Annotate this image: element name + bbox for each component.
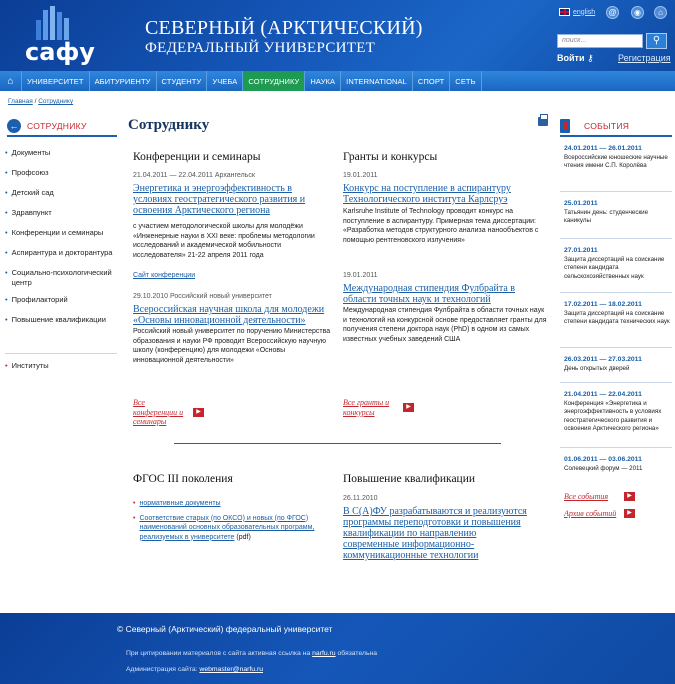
nav-home-icon[interactable]: ⌂ [0,71,22,91]
home-icon[interactable]: ⌂ [654,6,667,19]
arrow-right-icon[interactable]: ▶ [193,408,204,417]
sidebar-item-conferences[interactable]: • Конференции и семинары [5,228,117,237]
section-divider [174,443,501,444]
fgos-docs-link[interactable]: • нормативные документы [139,500,221,507]
arrow-circle-icon: ← [7,119,21,133]
nav-item-science[interactable]: НАУКА [305,71,341,91]
nav-item-student[interactable]: СТУДЕНТУ [157,71,208,91]
event-divider [560,382,672,383]
site-footer [0,613,675,684]
grants-item1-date: 19.01.2011 [343,172,378,179]
grants-item2-text: Международная стипендия Фулбрайта в области точных наук и технологий на конкурсной основе предоставляет гранты для получения степени доктора наук (PhD) в одном из самых известных учебных заведений США [343,307,547,343]
login-link[interactable]: Войти ⚷ [557,53,594,63]
sidebar-item-institutes[interactable]: • Институты [5,361,49,370]
sidebar-item-qualification[interactable]: • Повышение квалификации [5,315,117,324]
nav-item-university[interactable]: УНИВЕРСИТЕТ [22,71,90,91]
university-name-line2: ФЕДЕРАЛЬНЫЙ УНИВЕРСИТЕТ [145,40,376,56]
arrow-right-icon[interactable]: ▶ [624,492,635,501]
language-switch[interactable]: english [559,8,595,16]
webmaster-email-link[interactable]: webmaster@narfu.ru [199,666,263,673]
email-icon[interactable]: @ [606,6,619,19]
arrow-right-icon[interactable]: ▶ [624,509,635,518]
university-name-line1: СЕВЕРНЫЙ (АРКТИЧЕСКИЙ) [145,17,423,39]
nav-item-study[interactable]: УЧЕБА [207,71,243,91]
breadcrumb-home[interactable]: Главная [8,98,33,105]
sidebar-divider [5,353,117,354]
event-item[interactable]: 24.01.2011 — 26.01.2011 Всероссийские юношеские научные чтения имени С.П. Королёва [564,145,668,170]
key-icon: ⚷ [587,53,594,63]
events-header: СОБЫТИЯ [560,117,672,137]
arrow-right-icon[interactable]: ▶ [403,403,414,412]
qual-title[interactable]: В С(А)ФУ разрабатываются и реализуются программы переподготовки и повышения квалификации по направлению современные информационно-коммуникационные технологии [343,506,527,561]
nav-item-employee[interactable]: СОТРУДНИКУ [243,71,305,91]
conf-item2-text: Российский новый университет по поручению Министерства образования и науки РФ проводит Всероссийскую научную школу (конференцию) для молодежи «Основы инновационной деятельности» [133,328,331,364]
safu-logo[interactable] [24,6,96,66]
sidebar-item-documents[interactable]: • Документы [5,148,117,157]
all-grants-link[interactable]: Все гранты и конкурсы [343,398,390,417]
uk-flag-icon [559,8,570,16]
all-conferences-link[interactable]: Все конференции и семинары [133,398,184,426]
event-divider [560,292,672,293]
qualification-heading: Повышение квалификации [343,473,476,485]
event-item[interactable]: 01.06.2011 — 03.06.2011 Солевецкий форум — 2011 [564,456,643,472]
nav-item-applicant[interactable]: АБИТУРИЕНТУ [90,71,157,91]
main-nav [0,71,675,91]
grants-heading: Гранты и конкурсы [343,151,438,163]
event-divider [560,347,672,348]
event-item[interactable]: 26.03.2011 — 27.03.2011 День открытых дверей [564,356,642,372]
grants-item2-title[interactable]: Международная стипендия Фулбрайта в области точных наук и технологий [343,283,515,305]
conf-site-link[interactable]: Сайт конференции [133,272,196,279]
conf-item2-date: 29.10.2010 Российский новый университет [133,293,272,300]
register-link[interactable]: Регистрация [618,53,671,63]
fgos-list [133,499,334,542]
conf-item1-date: 21.04.2011 — 22.04.2011 Архангельск [133,172,255,179]
conf-item2-title[interactable]: Всероссийская научная школа для молодежи «Основы инновационной деятельности» [133,304,325,326]
sidebar-item-psych-center[interactable]: • Социально-психологический центр [5,268,117,287]
sidebar-item-sanatorium[interactable]: • Профилакторий [5,295,117,304]
qual-date: 26.11.2010 [343,495,378,502]
sidebar-item-health[interactable]: • Здравпункт [5,208,117,217]
events-archive-link[interactable]: Архив событий [564,509,617,518]
event-item[interactable]: 25.01.2011 Татьянин день: студенческие каникулы [564,200,649,225]
nav-item-network[interactable]: СЕТЬ [450,71,481,91]
fgos-match-link[interactable]: Соответствие старых (по ОКСО) и новых (по ФГОС) наименований основных образовательных программ, реализуемых в университете [139,514,315,541]
nav-item-sport[interactable]: СПОРТ [413,71,450,91]
event-divider [560,191,672,192]
breadcrumb-current[interactable]: Сотруднику [38,98,74,105]
event-item[interactable]: 17.02.2011 — 18.02.2011 Защита диссертаций на соискание степени кандидата технических наук [564,301,670,326]
nav-item-international[interactable]: INTERNATIONAL [341,71,413,91]
grants-item1-text: Karlsruhe Institute of Technology проводит конкурс на поступление в аспирантуру. Примерная тема диссертации: «Разработка методов структурного анализа нанообъектов с помощью рентгеновского излучения» [343,208,539,244]
sitemap-icon[interactable]: ◉ [631,6,644,19]
search-input[interactable]: поиск... [557,34,643,48]
all-events-link[interactable]: Все события [564,492,609,501]
sidebar-item-union[interactable]: • Профсоюз [5,168,117,177]
event-item[interactable]: 27.01.2011 Защита диссертаций на соискание степени кандидата сельскохозяйственных наук [564,247,665,280]
sidebar-header: ← СОТРУДНИКУ [7,117,117,137]
conferences-heading: Конференции и семинары [133,151,261,163]
event-divider [560,447,672,448]
page-title: Сотруднику [128,117,210,133]
sidebar-item-kindergarten[interactable]: • Детский сад [5,188,117,197]
list-item: • Соответствие старых (по ОКСО) и новых (по ФГОС) наименований основных образовательных программ, реализуемых в университете (pdf) [133,514,334,543]
conf-item1-title[interactable]: Энергетика и энергоэффективность в условиях геостратегического развития и освоения Арктического региона [133,183,306,216]
sidebar-menu [5,144,117,324]
breadcrumb: Главная / Сотруднику [8,98,74,105]
svg-text:сафу: сафу [25,38,95,66]
grants-item1-title[interactable]: Конкурс на поступление в аспирантуру Технологического института Карлсруэ [343,183,511,205]
sidebar-item-postgrad[interactable]: • Аспирантура и докторантура [5,248,117,257]
search-button[interactable] [646,33,667,49]
list-item [133,499,334,509]
event-item[interactable]: 21.04.2011 — 22.04.2011 Конференция «Энергетика и энергоэффективность в условиях геостратегического развития и освоения Арктического региона» [564,391,662,432]
conf-item1-text: с участием методологической школы для молодёжи «Инженерные науки в XXI веке: проблемы методологии исследований и академической мобильности исследователя» 21-22 апреля 2011 года [133,223,315,259]
calendar-icon [560,119,570,133]
admin-contact: Администрация сайта: webmaster@narfu.ru [126,666,263,673]
site-header [0,0,675,71]
event-divider [560,238,672,239]
fgos-heading: ФГОС III поколения [133,473,233,485]
search-icon: ⚲ [652,35,661,46]
grants-item2-date: 19.01.2011 [343,272,378,279]
narfu-link[interactable]: narfu.ru [312,650,336,657]
copyright: © Северный (Арктический) федеральный университет [117,624,333,634]
print-icon[interactable] [538,117,548,126]
citation-note: При цитировании материалов с сайта активная ссылка на narfu.ru обязательна [126,650,378,657]
